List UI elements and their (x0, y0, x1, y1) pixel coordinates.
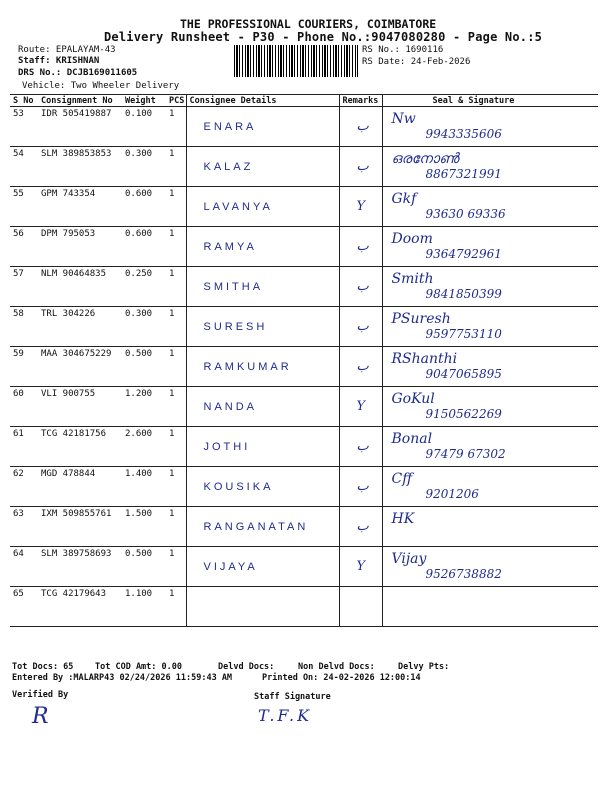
table-row (10, 547, 598, 587)
row-consignment: GPM 743354 (38, 187, 122, 227)
phone-number: 9364792961 (425, 247, 502, 261)
row-pcs: 1 (166, 307, 186, 347)
row-pcs: 1 (166, 387, 186, 427)
barcode (234, 45, 358, 77)
signature: ഒരനോൺ (391, 151, 459, 167)
row-consignee (186, 387, 339, 427)
verified-signature: R (32, 704, 49, 729)
row-consignment: SLM 389853853 (38, 147, 122, 187)
row-sno: 59 (10, 347, 38, 387)
row-pcs: 1 (166, 227, 186, 267)
col-remarks: Remarks (339, 95, 382, 107)
row-pcs: 1 (166, 147, 186, 187)
row-consignment: SLM 389758693 (38, 547, 122, 587)
row-consignee (186, 187, 339, 227)
row-sno: 55 (10, 187, 38, 227)
row-remarks (339, 227, 382, 267)
table-row (10, 107, 598, 147)
row-consignment: IDR 505419887 (38, 107, 122, 147)
row-consignee (186, 467, 339, 507)
consignee-name: NANDA (203, 401, 258, 413)
remark-mark: ب (356, 159, 369, 174)
row-consignee (186, 587, 339, 627)
row-consignee (186, 547, 339, 587)
consignee-name: SMITHA (203, 281, 264, 293)
row-signature (382, 227, 598, 267)
staff-signature-label: Staff Signature (254, 692, 331, 702)
row-sno: 56 (10, 227, 38, 267)
row-signature (382, 347, 598, 387)
row-pcs: 1 (166, 467, 186, 507)
consignee-name: SURESH (203, 321, 268, 333)
row-sno: 63 (10, 507, 38, 547)
table-row (10, 427, 598, 467)
consignee-name: ENARA (203, 121, 257, 133)
phone-number: 9526738882 (425, 567, 502, 581)
row-weight: 0.500 (122, 547, 166, 587)
tot-docs: Tot Docs: 65 (12, 662, 74, 672)
row-signature (382, 507, 598, 547)
row-pcs: 1 (166, 547, 186, 587)
staff-signature: T.F.K (258, 706, 313, 725)
remark-mark: ب (356, 439, 369, 454)
row-signature (382, 147, 598, 187)
table-row (10, 467, 598, 507)
row-remarks (339, 147, 382, 187)
row-remarks (339, 107, 382, 147)
row-consignment: MGD 478844 (38, 467, 122, 507)
table-row (10, 347, 598, 387)
row-remarks (339, 187, 382, 227)
signature: HK (391, 511, 415, 527)
table-row (10, 227, 598, 267)
row-signature (382, 587, 598, 627)
table-row (10, 187, 598, 227)
row-pcs: 1 (166, 267, 186, 307)
col-consignment: Consignment No (38, 95, 122, 107)
row-remarks (339, 267, 382, 307)
table-row (10, 147, 598, 187)
vehicle: Vehicle: Two Wheeler Delivery (22, 81, 180, 91)
consignee-name: LAVANYA (203, 201, 273, 213)
row-weight: 0.250 (122, 267, 166, 307)
delivery-table (10, 94, 598, 627)
row-consignment: MAA 304675229 (38, 347, 122, 387)
remark-mark: ب (356, 479, 369, 494)
remark-mark: Y (356, 559, 366, 574)
consignee-name: RAMKUMAR (203, 361, 292, 373)
row-weight: 2.600 (122, 427, 166, 467)
consignee-name: RAMYA (203, 241, 257, 253)
consignee-name: RANGANATAN (203, 521, 309, 533)
row-consignee (186, 107, 339, 147)
table-row (10, 267, 598, 307)
col-seal: Seal & Signature (382, 95, 598, 107)
signature: Gkf (391, 191, 417, 207)
row-consignee (186, 147, 339, 187)
table-row (10, 387, 598, 427)
phone-number: 97479 67302 (425, 447, 506, 461)
row-consignee (186, 507, 339, 547)
col-sno: S No (10, 95, 38, 107)
table-header-row (10, 95, 598, 107)
row-remarks (339, 387, 382, 427)
row-remarks (339, 307, 382, 347)
row-pcs: 1 (166, 427, 186, 467)
signature: Smith (391, 271, 434, 287)
row-consignee (186, 307, 339, 347)
verified-by-label: Verified By (12, 690, 69, 700)
row-consignment: VLI 900755 (38, 387, 122, 427)
phone-number: 93630 69336 (425, 207, 506, 221)
row-weight: 0.500 (122, 347, 166, 387)
entered-by: Entered By :MALARP43 02/24/2026 11:59:43 AM (12, 673, 233, 683)
tot-cod: Tot COD Amt: 0.00 (95, 662, 182, 672)
printed-on: Printed On: 24-02-2026 12:00:14 (262, 673, 421, 683)
col-consignee: Consignee Details (186, 95, 339, 107)
phone-number: 9841850399 (425, 287, 502, 301)
row-sno: 64 (10, 547, 38, 587)
col-pcs: PCS (166, 95, 186, 107)
row-signature (382, 547, 598, 587)
delvy-pts: Delvy Pts: (398, 662, 450, 672)
row-weight: 1.400 (122, 467, 166, 507)
row-sno: 54 (10, 147, 38, 187)
consignee-name: KOUSIKA (203, 481, 274, 493)
remark-mark: ب (356, 239, 369, 254)
row-sno: 53 (10, 107, 38, 147)
row-sno: 57 (10, 267, 38, 307)
row-pcs: 1 (166, 107, 186, 147)
row-weight: 0.100 (122, 107, 166, 147)
row-consignment: DPM 795053 (38, 227, 122, 267)
row-signature (382, 307, 598, 347)
phone-number: 9047065895 (425, 367, 502, 381)
phone-number: 9943335606 (425, 127, 502, 141)
table-row (10, 587, 598, 627)
row-consignment: TCG 42179643 (38, 587, 122, 627)
table-row (10, 507, 598, 547)
remark-mark: ب (356, 359, 369, 374)
remark-mark: ب (356, 319, 369, 334)
phone-number: 8867321991 (425, 167, 502, 181)
row-signature (382, 387, 598, 427)
row-weight: 0.300 (122, 307, 166, 347)
route: Route: EPALAYAM-43 (18, 45, 116, 55)
row-consignee (186, 227, 339, 267)
delvd-docs: Delvd Docs: (218, 662, 275, 672)
staff: Staff: KRISHNAN (18, 56, 100, 66)
row-weight: 0.600 (122, 187, 166, 227)
row-signature (382, 107, 598, 147)
phone-number: 9201206 (425, 487, 479, 501)
row-remarks (339, 547, 382, 587)
signature: Doom (391, 231, 433, 247)
signature: Cff (391, 471, 413, 487)
row-pcs: 1 (166, 187, 186, 227)
remark-mark: Y (356, 199, 366, 214)
remark-mark: ب (356, 519, 369, 534)
signature: PSuresh (391, 311, 451, 327)
row-sno: 65 (10, 587, 38, 627)
company-name: THE PROFESSIONAL COURIERS, COIMBATORE (180, 17, 437, 31)
table-row (10, 307, 598, 347)
row-signature (382, 427, 598, 467)
row-signature (382, 267, 598, 307)
runsheet-title: Delivery Runsheet - P30 - Phone No.:9047080280 - Page No.:5 (104, 30, 543, 44)
signature: Nw (391, 111, 416, 127)
signature: RShanthi (391, 351, 458, 367)
row-consignment: NLM 90464835 (38, 267, 122, 307)
row-pcs: 1 (166, 507, 186, 547)
remark-mark: ب (356, 119, 369, 134)
row-sno: 62 (10, 467, 38, 507)
rs-number: RS No.: 1690116 (362, 45, 444, 55)
phone-number: 9597753110 (425, 327, 502, 341)
signature: Vijay (391, 551, 427, 567)
row-remarks (339, 347, 382, 387)
row-signature (382, 467, 598, 507)
row-pcs: 1 (166, 347, 186, 387)
row-weight: 0.300 (122, 147, 166, 187)
remark-mark: Y (356, 399, 366, 414)
remark-mark: ب (356, 279, 369, 294)
consignee-name: JOTHI (203, 441, 251, 453)
signature: GoKul (391, 391, 435, 407)
row-consignee (186, 267, 339, 307)
drs-number: DRS No.: DCJB169011605 (18, 68, 138, 78)
row-weight: 1.100 (122, 587, 166, 627)
row-remarks (339, 587, 382, 627)
row-consignment: IXM 509855761 (38, 507, 122, 547)
consignee-name: KALAZ (203, 161, 254, 173)
row-sno: 58 (10, 307, 38, 347)
row-sno: 60 (10, 387, 38, 427)
row-remarks (339, 467, 382, 507)
row-consignee (186, 347, 339, 387)
row-weight: 1.500 (122, 507, 166, 547)
row-consignment: TCG 42181756 (38, 427, 122, 467)
row-consignment: TRL 304226 (38, 307, 122, 347)
row-sno: 61 (10, 427, 38, 467)
signature: Bonal (391, 431, 433, 447)
row-weight: 1.200 (122, 387, 166, 427)
rs-date: RS Date: 24-Feb-2026 (362, 57, 471, 67)
row-remarks (339, 427, 382, 467)
row-consignee (186, 427, 339, 467)
row-signature (382, 187, 598, 227)
col-weight: Weight (122, 95, 166, 107)
row-pcs: 1 (166, 587, 186, 627)
row-remarks (339, 507, 382, 547)
phone-number: 9150562269 (425, 407, 502, 421)
row-weight: 0.600 (122, 227, 166, 267)
non-delvd-docs: Non Delvd Docs: (298, 662, 375, 672)
consignee-name: VIJAYA (203, 561, 258, 573)
